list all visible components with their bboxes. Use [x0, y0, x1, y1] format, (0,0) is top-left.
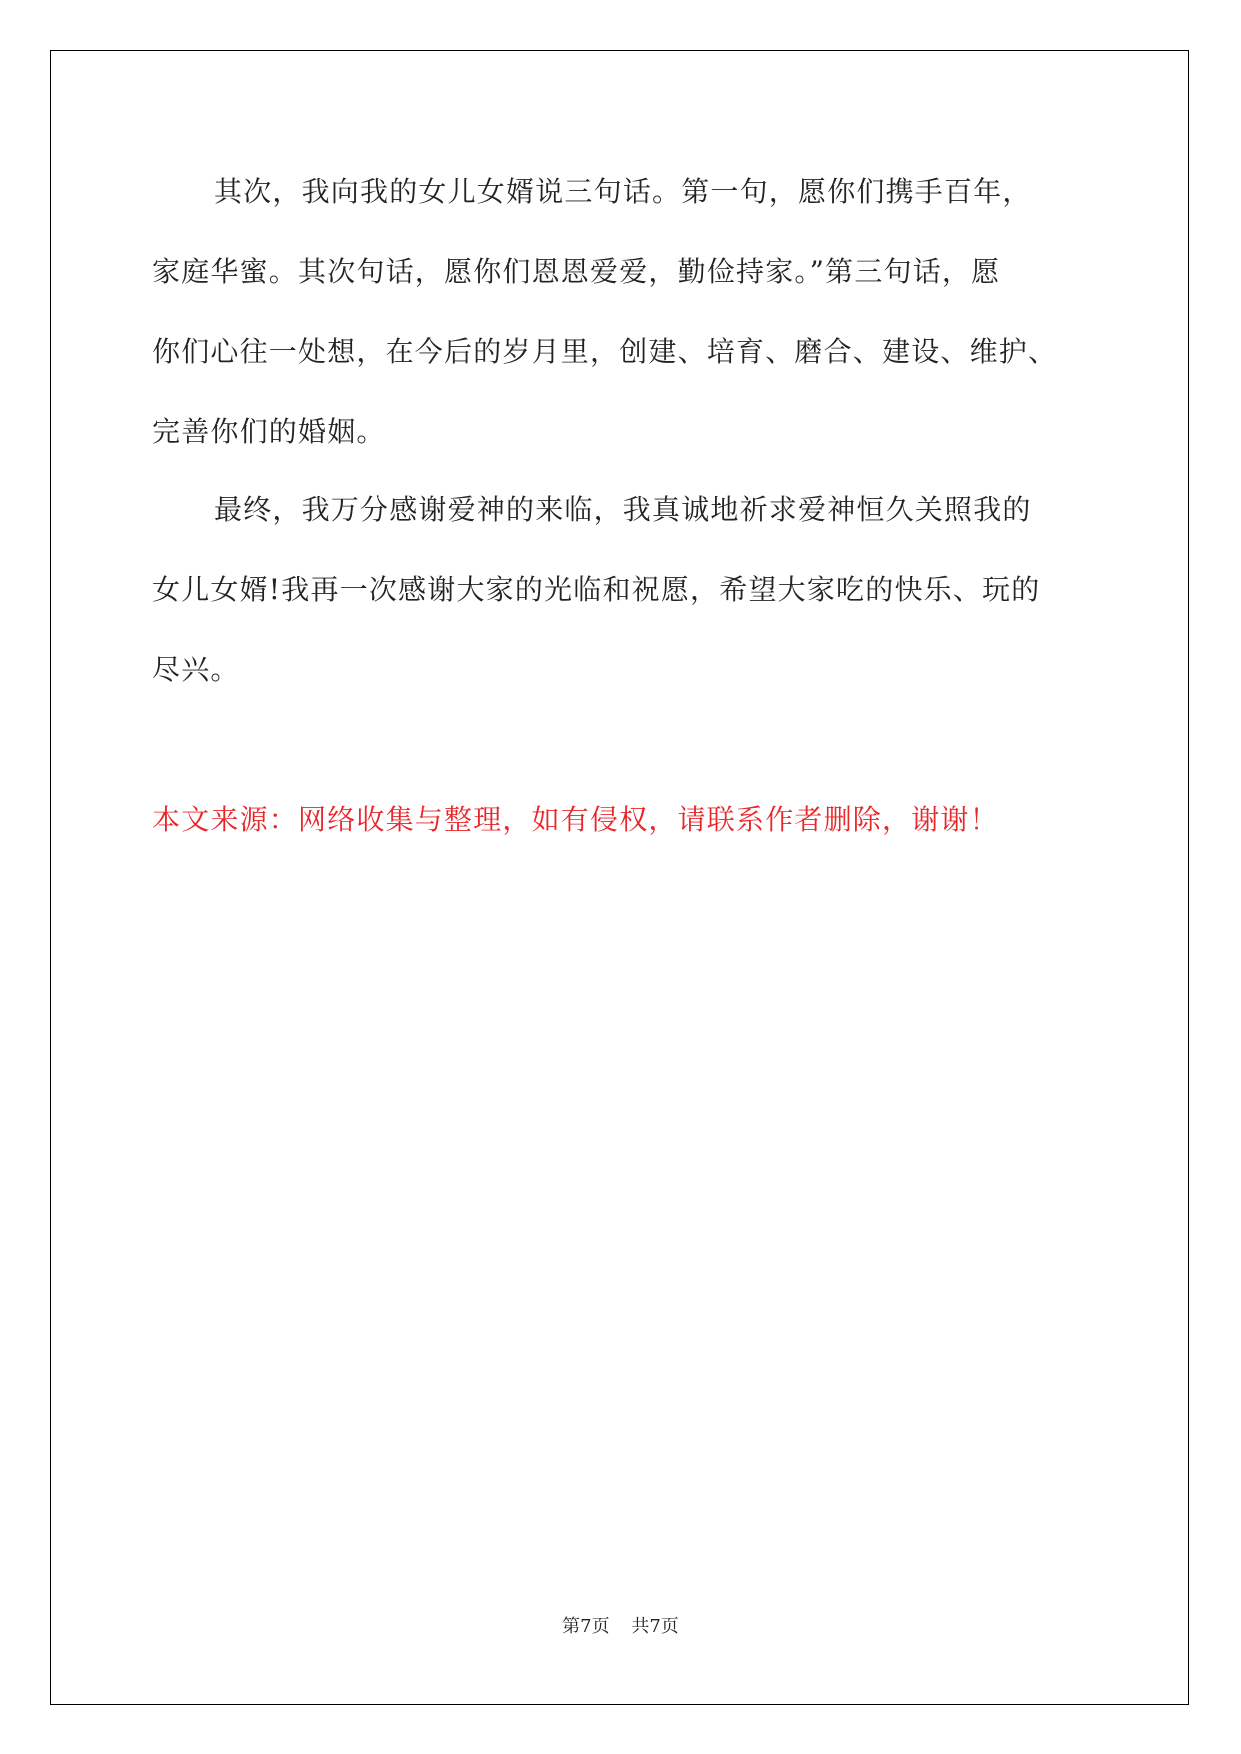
total-page-count: 共7页 [631, 1616, 679, 1637]
page-footer [0, 1612, 1241, 1638]
source-note: 本文来源：网络收集与整理，如有侵权，请联系作者删除，谢谢！ [152, 803, 999, 836]
paragraph-2-line-2: 女儿女婿!我再一次感谢大家的光临和祝愿，希望大家吃的快乐、玩的 [152, 573, 1041, 606]
paragraph-2-line-3: 尽兴。 [152, 653, 240, 686]
page-border [50, 50, 1189, 1705]
paragraph-1-line-2: 家庭华蜜。其次句话，愿你们恩恩爱爱，勤俭持家。”第三句话，愿 [152, 255, 1001, 288]
paragraph-2-line-1: 最终，我万分感谢爱神的来临，我真诚地祈求爱神恒久关照我的 [214, 493, 1032, 526]
paragraph-1-line-4: 完善你们的婚姻。 [152, 415, 386, 448]
paragraph-1-line-3: 你们心往一处想，在今后的岁月里，创建、培育、磨合、建设、维护、 [152, 335, 1058, 368]
paragraph-1-line-1: 其次，我向我的女儿女婿说三句话。第一句，愿你们携手百年， [214, 175, 1032, 208]
current-page-number: 第7页 [562, 1616, 610, 1637]
